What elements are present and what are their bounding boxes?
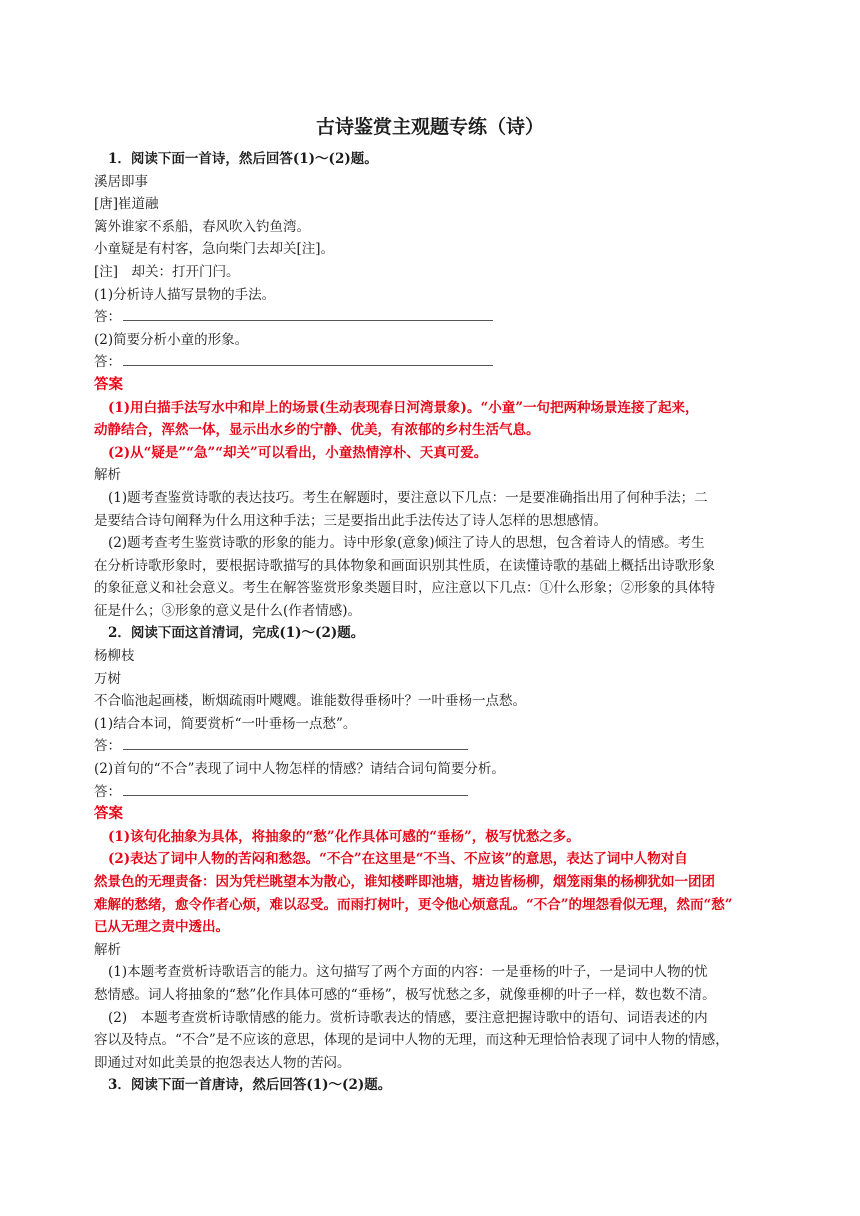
q1-heading: 1．阅读下面一首诗，然后回答(1)～(2)题。 (108, 151, 378, 167)
q2-heading: 2．阅读下面这首清词，完成(1)～(2)题。 (108, 625, 365, 642)
q2-analysis-2-line-c: 即通过对如此美景的抱怨表达人物的苦闷。 (94, 1054, 351, 1071)
q1-answer-heading: 答案 (94, 375, 123, 393)
q1-sub-question-2: (2)简要分析小童的形象。 (94, 331, 249, 348)
q2-answer-2-line-d: 已从无理之责中透出。 (94, 919, 229, 936)
q1-author: [唐]崔道融 (94, 196, 159, 213)
q2-analysis-heading: 解析 (94, 941, 121, 958)
q2-analysis-1-line-b: 愁情感。词人将抽象的“愁”化作具体可感的“垂杨”，极写忧愁之多，就像垂柳的叶子一样，数也数不清。 (94, 986, 716, 1003)
answer-blank[interactable] (123, 781, 468, 796)
q2-author: 万树 (94, 670, 121, 687)
q1-analysis-heading: 解析 (94, 467, 121, 484)
q1-answer-line-2 (94, 351, 784, 374)
q2-sub-question-2: (2)首句的“不合”表现了词中人物怎样的情感？请结合词句简要分析。 (94, 761, 505, 778)
q1-answer-1-line-b: 动静结合，浑然一体，显示出水乡的宁静、优美，有浓郁的乡村生活气息。 (94, 422, 540, 439)
answer-label: 答： (94, 738, 121, 755)
q1-answer-2: (2)从“疑是”“急”“却关”可以看出，小童热情淳朴、天真可爱。 (108, 444, 488, 461)
q2-answer-2-line-a: (2)表达了词中人物的苦闷和愁怨。“不合”在这里是“不当、不应该”的意思，表达了词中人物对自 (108, 851, 688, 868)
q2-answer-line-1 (94, 735, 784, 758)
q2-answer-2-line-c: 难解的愁绪，愈令作者心烦，难以忍受。而雨打树叶，更令他心烦意乱。“不合”的埋怨看似无理，然而“愁” (94, 896, 733, 913)
q1-sub-question-1: (1)分析诗人描写景物的手法。 (94, 286, 276, 303)
answer-blank[interactable] (123, 735, 468, 750)
q1-analysis-2-line-b: 在分析诗歌形象时，要根据诗歌描写的具体物象和画面识别其性质，在读懂诗歌的基础上概括出诗歌形象 (94, 557, 715, 574)
q3-heading: 3．阅读下面一首唐诗，然后回答(1)～(2)题。 (108, 1077, 392, 1094)
q2-answer-line-2 (94, 781, 784, 804)
answer-blank[interactable] (123, 351, 493, 366)
q2-answer-1: (1)该句化抽象为具体，将抽象的“愁”化作具体可感的“垂杨”，极写忧愁之多。 (108, 828, 580, 845)
q2-analysis-2-line-a: (2) 本题考查赏析诗歌情感的能力。赏析诗歌表达的情感，要注意把握诗歌中的语句、词语表述的内 (108, 1009, 708, 1026)
q1-analysis-2-line-a: (2)题考查考生鉴赏诗歌的形象的能力。诗中形象(意象)倾注了诗人的思想，包含着诗人的情感。考生 (108, 535, 705, 552)
q2-answer-heading: 答案 (94, 805, 123, 823)
q1-analysis-2-line-c: 的象征意义和社会意义。考生在解答鉴赏形象类题目时，应注意以下几点：①什么形象；②形象的具体特 (94, 580, 715, 597)
q1-answer-line-1 (94, 306, 784, 329)
q1-analysis-2-line-d: 征是什么；③形象的意义是什么(作者情感)。 (94, 602, 362, 619)
q2-poem-line-1: 不合临池起画楼，断烟疏雨叶飕飕。谁能数得垂杨叶？一叶垂杨一点愁。 (94, 693, 526, 710)
q2-sub-question-1: (1)结合本词，简要赏析“一叶垂杨一点愁”。 (94, 715, 357, 732)
q2-poem-title: 杨柳枝 (94, 648, 135, 665)
q2-analysis-2-line-b: 容以及特点。“不合”是不应该的意思，体现的是词中人物的无理，而这种无理恰恰表现了词中人物的情感， (94, 1032, 729, 1049)
q1-poem-line-2: 小童疑是有村客，急向柴门去却关[注]。 (94, 241, 335, 258)
answer-blank[interactable] (123, 306, 493, 321)
q1-poem-line-1: 篱外谁家不系船，春风吹入钓鱼湾。 (94, 218, 310, 235)
q1-analysis-1-line-b: 是要结合诗句阐释为什么用这种手法；三是要指出此手法传达了诗人怎样的思想感情。 (94, 512, 607, 529)
answer-label: 答： (94, 309, 121, 326)
q1-analysis-1-line-a: (1)题考查鉴赏诗歌的表达技巧。考生在解题时，要注意以下几点：一是要准确指出用了何种手法；二 (108, 489, 708, 506)
q1-note: [注] 却关：打开门闩。 (94, 263, 240, 280)
document-body (94, 148, 784, 1097)
q1-poem-title: 溪居即事 (94, 173, 148, 190)
q2-answer-2-line-b: 然景色的无理责备：因为凭栏眺望本为散心，谁知楼畔即池塘，塘边皆杨柳，烟笼雨集的杨柳犹如一团团 (94, 874, 715, 890)
answer-label: 答： (94, 783, 121, 800)
q1-answer-1-line-a: (1)用白描手法写水中和岸上的场景(生动表现春日河湾景象)。“小童”一句把两种场景连接了起来， (108, 399, 699, 416)
q2-analysis-1-line-a: (1)本题考查赏析诗歌语言的能力。这句描写了两个方面的内容：一是垂杨的叶子，一是词中人物的忧 (108, 964, 708, 981)
document-title: 古诗鉴赏主观题专练（诗） (315, 116, 544, 138)
answer-label: 答： (94, 354, 121, 371)
